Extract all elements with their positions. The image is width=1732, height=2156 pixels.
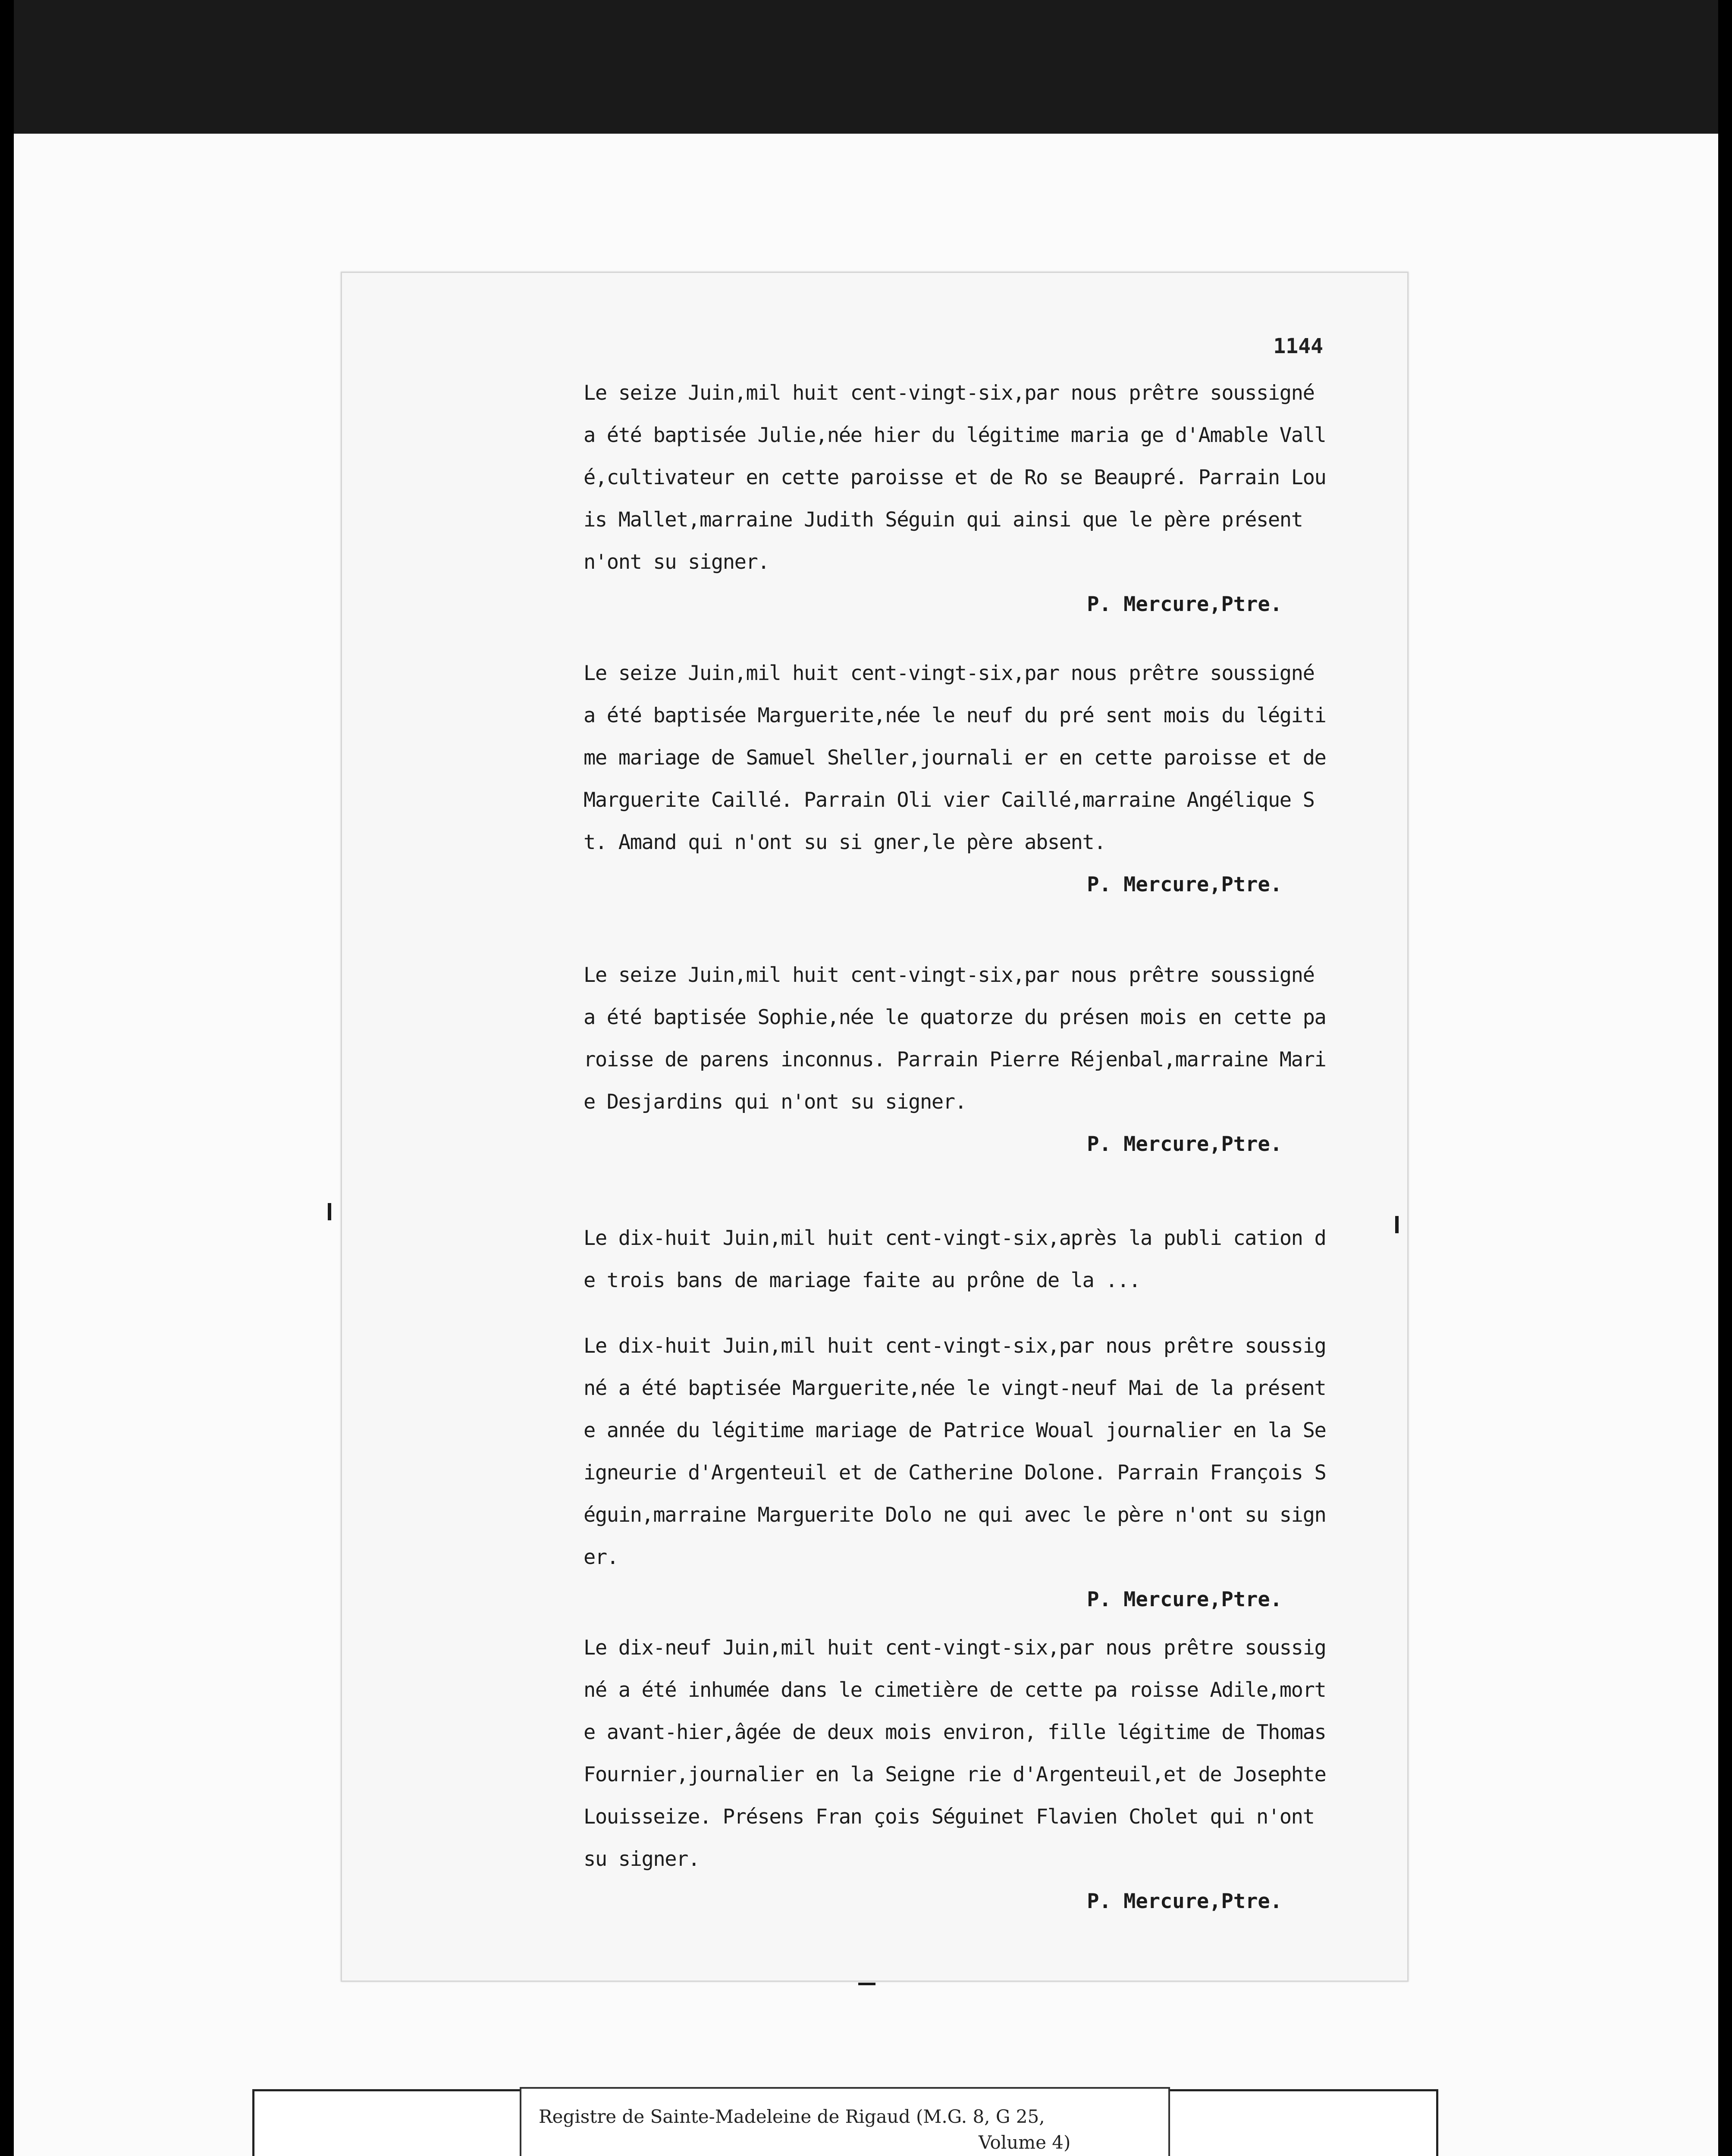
film-right-edge <box>1718 0 1732 2156</box>
priest-signature: P. Mercure,Ptre. <box>1087 1132 1282 1156</box>
film-top-band <box>0 0 1732 134</box>
register-entry <box>584 1627 1338 1923</box>
priest-signature: P. Mercure,Ptre. <box>1087 592 1282 616</box>
priest-signature: P. Mercure,Ptre. <box>1087 1588 1282 1611</box>
archive-identification-card <box>252 2089 1438 2156</box>
register-entries <box>584 372 1338 1923</box>
entry-text: Le dix-neuf Juin,mil huit cent-vingt-six,par nous prêtre soussigné a été inhumée dans le cimetière de cette pa roisse Adile,morte avant-hier,âgée de deux mois environ, fille légitime de Thomas Fournier,journalier en la Seigne rie d'Argenteuil,et de Josephte Louisseize. Présens Fran çois Séguinet Flavien Cholet qui n'ont su signer. <box>584 1636 1338 1871</box>
film-speck <box>858 1983 875 1985</box>
entry-text: Le dix-huit Juin,mil huit cent-vingt-six,par nous prêtre soussigné a été baptisée Marguerite,née le vingt-neuf Mai de la présente année du légitime mariage de Patrice Woual journalier en la Seigneurie d'Argenteuil et de Catherine Dolone. Parrain François Séguin,marraine Marguerite Dolo ne qui avec le père n'ont su signer. <box>584 1334 1326 1569</box>
register-page <box>341 272 1409 1982</box>
register-entry <box>584 652 1338 954</box>
collection-label-line1: Registre de Sainte-Madeleine de Rigaud (M.G. 8, G 25, <box>539 2106 1045 2127</box>
page-number: 1144 <box>1273 334 1323 358</box>
collection-label-line2: Volume 4) <box>979 2132 1071 2153</box>
priest-signature: P. Mercure,Ptre. <box>1087 873 1282 896</box>
entry-text: Le seize Juin,mil huit cent-vingt-six,par nous prêtre soussigné a été baptisée Sophie,née le quatorze du présen mois en cette paroisse de parens inconnus. Parrain Pierre Réjenbal,marraine Marie Desjardins qui n'ont su signer. <box>584 963 1326 1114</box>
entry-text: Le seize Juin,mil huit cent-vingt-six,par nous prêtre soussigné a été baptisée Marguerite,née le neuf du pré sent mois du légitime mariage de Samuel Sheller,journali er en cette paroisse et de Marguerite Caillé. Parrain Oli vier Caillé,marraine Angélique St. Amand qui n'ont su si gner,le père absent. <box>584 661 1338 854</box>
film-left-edge <box>0 0 14 2156</box>
register-entry <box>584 954 1330 1217</box>
entry-text: Le dix-huit Juin,mil huit cent-vingt-six,après la publi cation de trois bans de mariage faite au prône de la ... <box>584 1226 1326 1292</box>
collection-label <box>520 2087 1170 2156</box>
film-speck <box>328 1203 331 1220</box>
priest-signature: P. Mercure,Ptre. <box>1087 1890 1282 1913</box>
entry-text: Le seize Juin,mil huit cent-vingt-six,par nous prêtre soussigné a été baptisée Julie,née hier du légitime maria ge d'Amable Vallé,cultivateur en cette paroisse et de Ro se Beaupré. Parrain Louis Mallet,marraine Judith Séguin qui ainsi que le père présent n'ont su signer. <box>584 381 1326 574</box>
register-entry <box>584 372 1330 652</box>
register-entry <box>584 1217 1330 1325</box>
film-speck <box>1395 1216 1399 1233</box>
register-entry <box>584 1325 1330 1627</box>
